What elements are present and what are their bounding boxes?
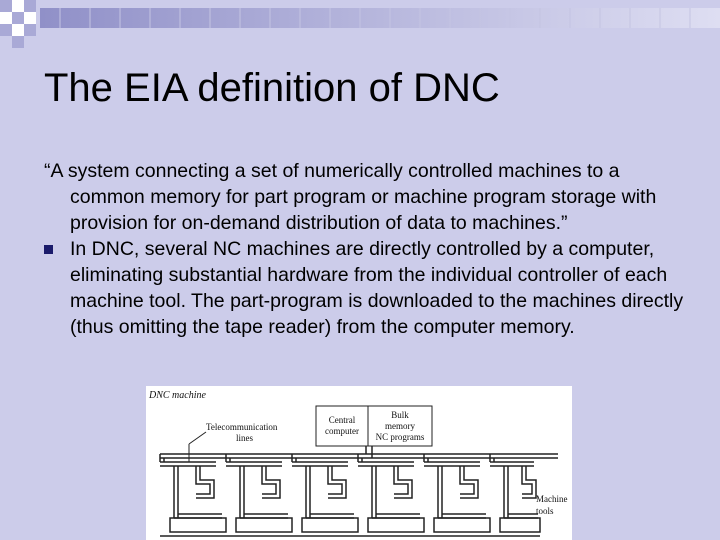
memory-label-1: Bulk (391, 410, 409, 420)
eia-definition-quote: “A system connecting a set of numerically controlled machines to a common memory for part program or machine program storage with provision for on-demand distribution of data to machines.” (44, 160, 657, 234)
machine-tool (160, 454, 226, 536)
diagram-caption: DNC machine (149, 390, 206, 401)
machine-tool (226, 454, 292, 536)
slide-title: The EIA definition of DNC (44, 66, 500, 110)
machine-tool (490, 454, 540, 536)
square-bullet-icon (44, 245, 53, 254)
machines-label-1: Machine (536, 494, 568, 504)
computer-label-1: Central (328, 415, 356, 425)
machine-tool (292, 454, 358, 536)
computer-label-2: computer (325, 426, 359, 436)
telecom-label-2: lines (236, 433, 253, 443)
dnc-diagram-drawing (146, 386, 572, 540)
machine-tools-group (160, 454, 540, 536)
machine-tool (358, 454, 424, 536)
machine-tool (424, 454, 490, 536)
memory-label-2: memory (385, 421, 415, 431)
bullet-text: In DNC, several NC machines are directly controlled by a computer, eliminating substantial hardware from the individual controller of each machine tool. The part-program is downloaded to the machines directly (thus omitting the tape reader) from the computer memory. (70, 238, 684, 338)
machines-label-2: tools (536, 506, 554, 516)
bullet-item (44, 236, 684, 340)
dnc-diagram (146, 386, 572, 540)
slide-body (44, 158, 684, 340)
decorative-squares (0, 0, 720, 48)
telecom-label-1: Telecommunication (206, 422, 278, 432)
memory-label-3: NC programs (375, 432, 425, 442)
